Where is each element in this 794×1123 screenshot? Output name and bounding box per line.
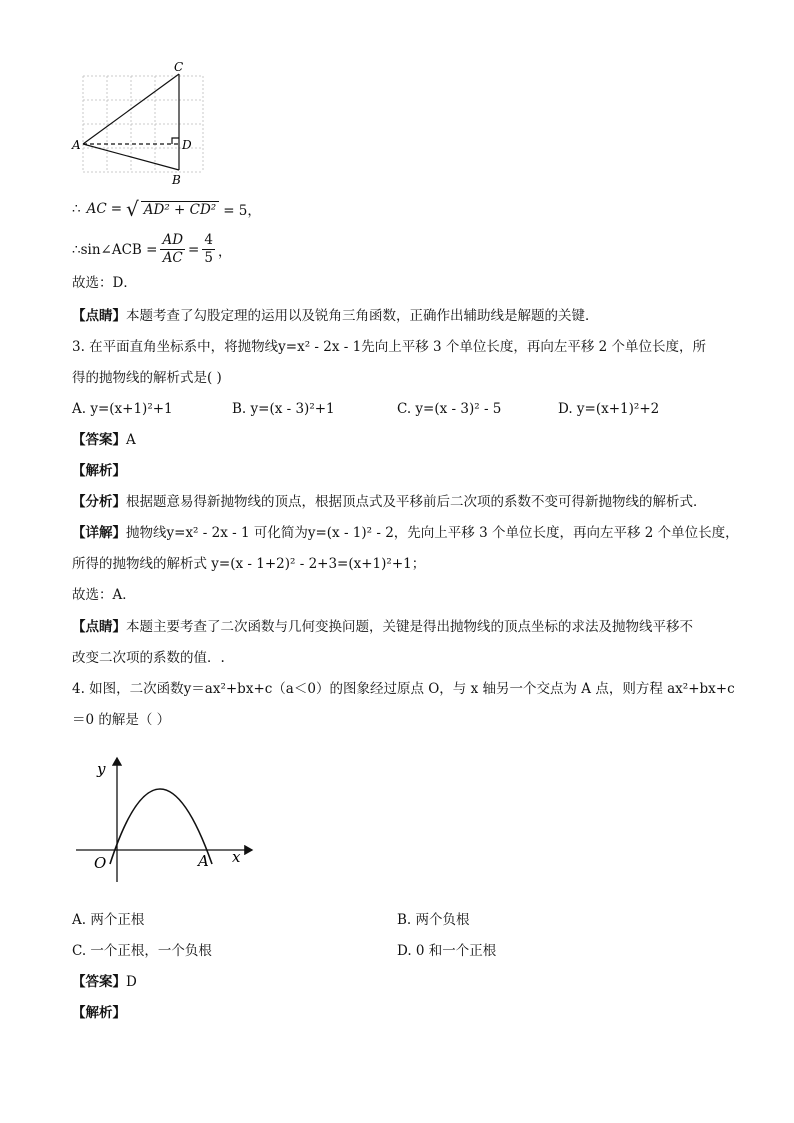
q3-comment-1: 【点睛】本题主要考查了二次函数与几何变换问题，关键是得出抛物线的顶点坐标的求法及抛物线平移不 [72,619,693,635]
q2-comment: 【点睛】本题考查了勾股定理的运用以及锐角三角函数，正确作出辅助线是解题的关键． [72,308,599,324]
origin-label: O [94,854,107,872]
sin-formula: ∴sin∠ACB = $\frac{AD}{AC}$ = $\frac{4}{5}$ ， [72,232,232,266]
q3-comment-2: 改变二次项的系数的值．. [72,650,225,666]
q4-stem-2: ＝0 的解是（ ） [72,712,171,728]
fraction-ad-ac: $\frac{AD}{AC}$ [162,232,184,266]
label-d: D [182,138,192,152]
q4-option-c[interactable]: C. 一个正根，一个负根 [72,943,212,959]
ac-formula: ∴ AC = √ AD² + CD² = 5， [72,197,261,221]
q3-stem-1: 3. 在平面直角坐标系中，将抛物线y=x² - 2x - 1先向上平移 3 个单位长度，再向左平移 2 个单位长度，所 [72,339,707,355]
x-axis-label: x [232,848,241,866]
label-a: A [72,138,81,152]
q4-answer: 【答案】D [72,974,137,990]
q3-analysis-heading: 【解析】 [72,463,126,479]
q3-detail-2: 所得的抛物线的解析式 y=(x - 1+2)² - 2+3=(x+1)²+1； [72,556,426,572]
fraction-4-5: $\frac{4}{5}$ [204,232,213,266]
parabola-curve [110,789,212,864]
q3-option-a[interactable]: A. y=(x+1)²+1 [72,401,173,417]
q3-option-d[interactable]: D. y=(x+1)²+2 [558,401,660,417]
point-a-label: A [198,852,209,870]
q3-option-b[interactable]: B. y=(x - 3)²+1 [232,401,335,417]
q3-detail-1: 【详解】抛物线y=x² - 2x - 1 可化简为y=(x - 1)² - 2，先向上平移 3 个单位长度，再向左平移 2 个单位长度， [72,525,739,541]
q3-choose: 故选：A． [72,587,136,603]
q4-analysis-heading: 【解析】 [72,1005,126,1021]
q3-answer: 【答案】A [72,432,136,448]
q3-stem-2: 得的抛物线的解析式是( ) [72,370,222,386]
parabola-graph [72,752,262,887]
q4-option-b[interactable]: B. 两个负根 [397,912,470,928]
q4-option-a[interactable]: A. 两个正根 [72,912,145,928]
y-axis-label: y [97,760,106,778]
triangle-grid-figure [66,60,216,188]
q4-option-d[interactable]: D. 0 和一个正根 [397,943,497,959]
q4-stem-1: 4. 如图，二次函数y＝ax²+bx+c（a＜0）的图象经过原点 O，与 x 轴另一个交点为 A 点，则方程 ax²+bx+c [72,681,735,697]
right-angle-mark [172,138,179,144]
label-c: C [174,60,184,74]
label-b: B [172,173,181,187]
q3-fenxi: 【分析】根据题意易得新抛物线的顶点，根据顶点式及平移前后二次项的系数不变可得新抛物线的解析式． [72,494,707,510]
q3-option-c[interactable]: C. y=(x - 3)² - 5 [397,401,502,417]
q2-choose: 故选：D． [72,275,137,291]
